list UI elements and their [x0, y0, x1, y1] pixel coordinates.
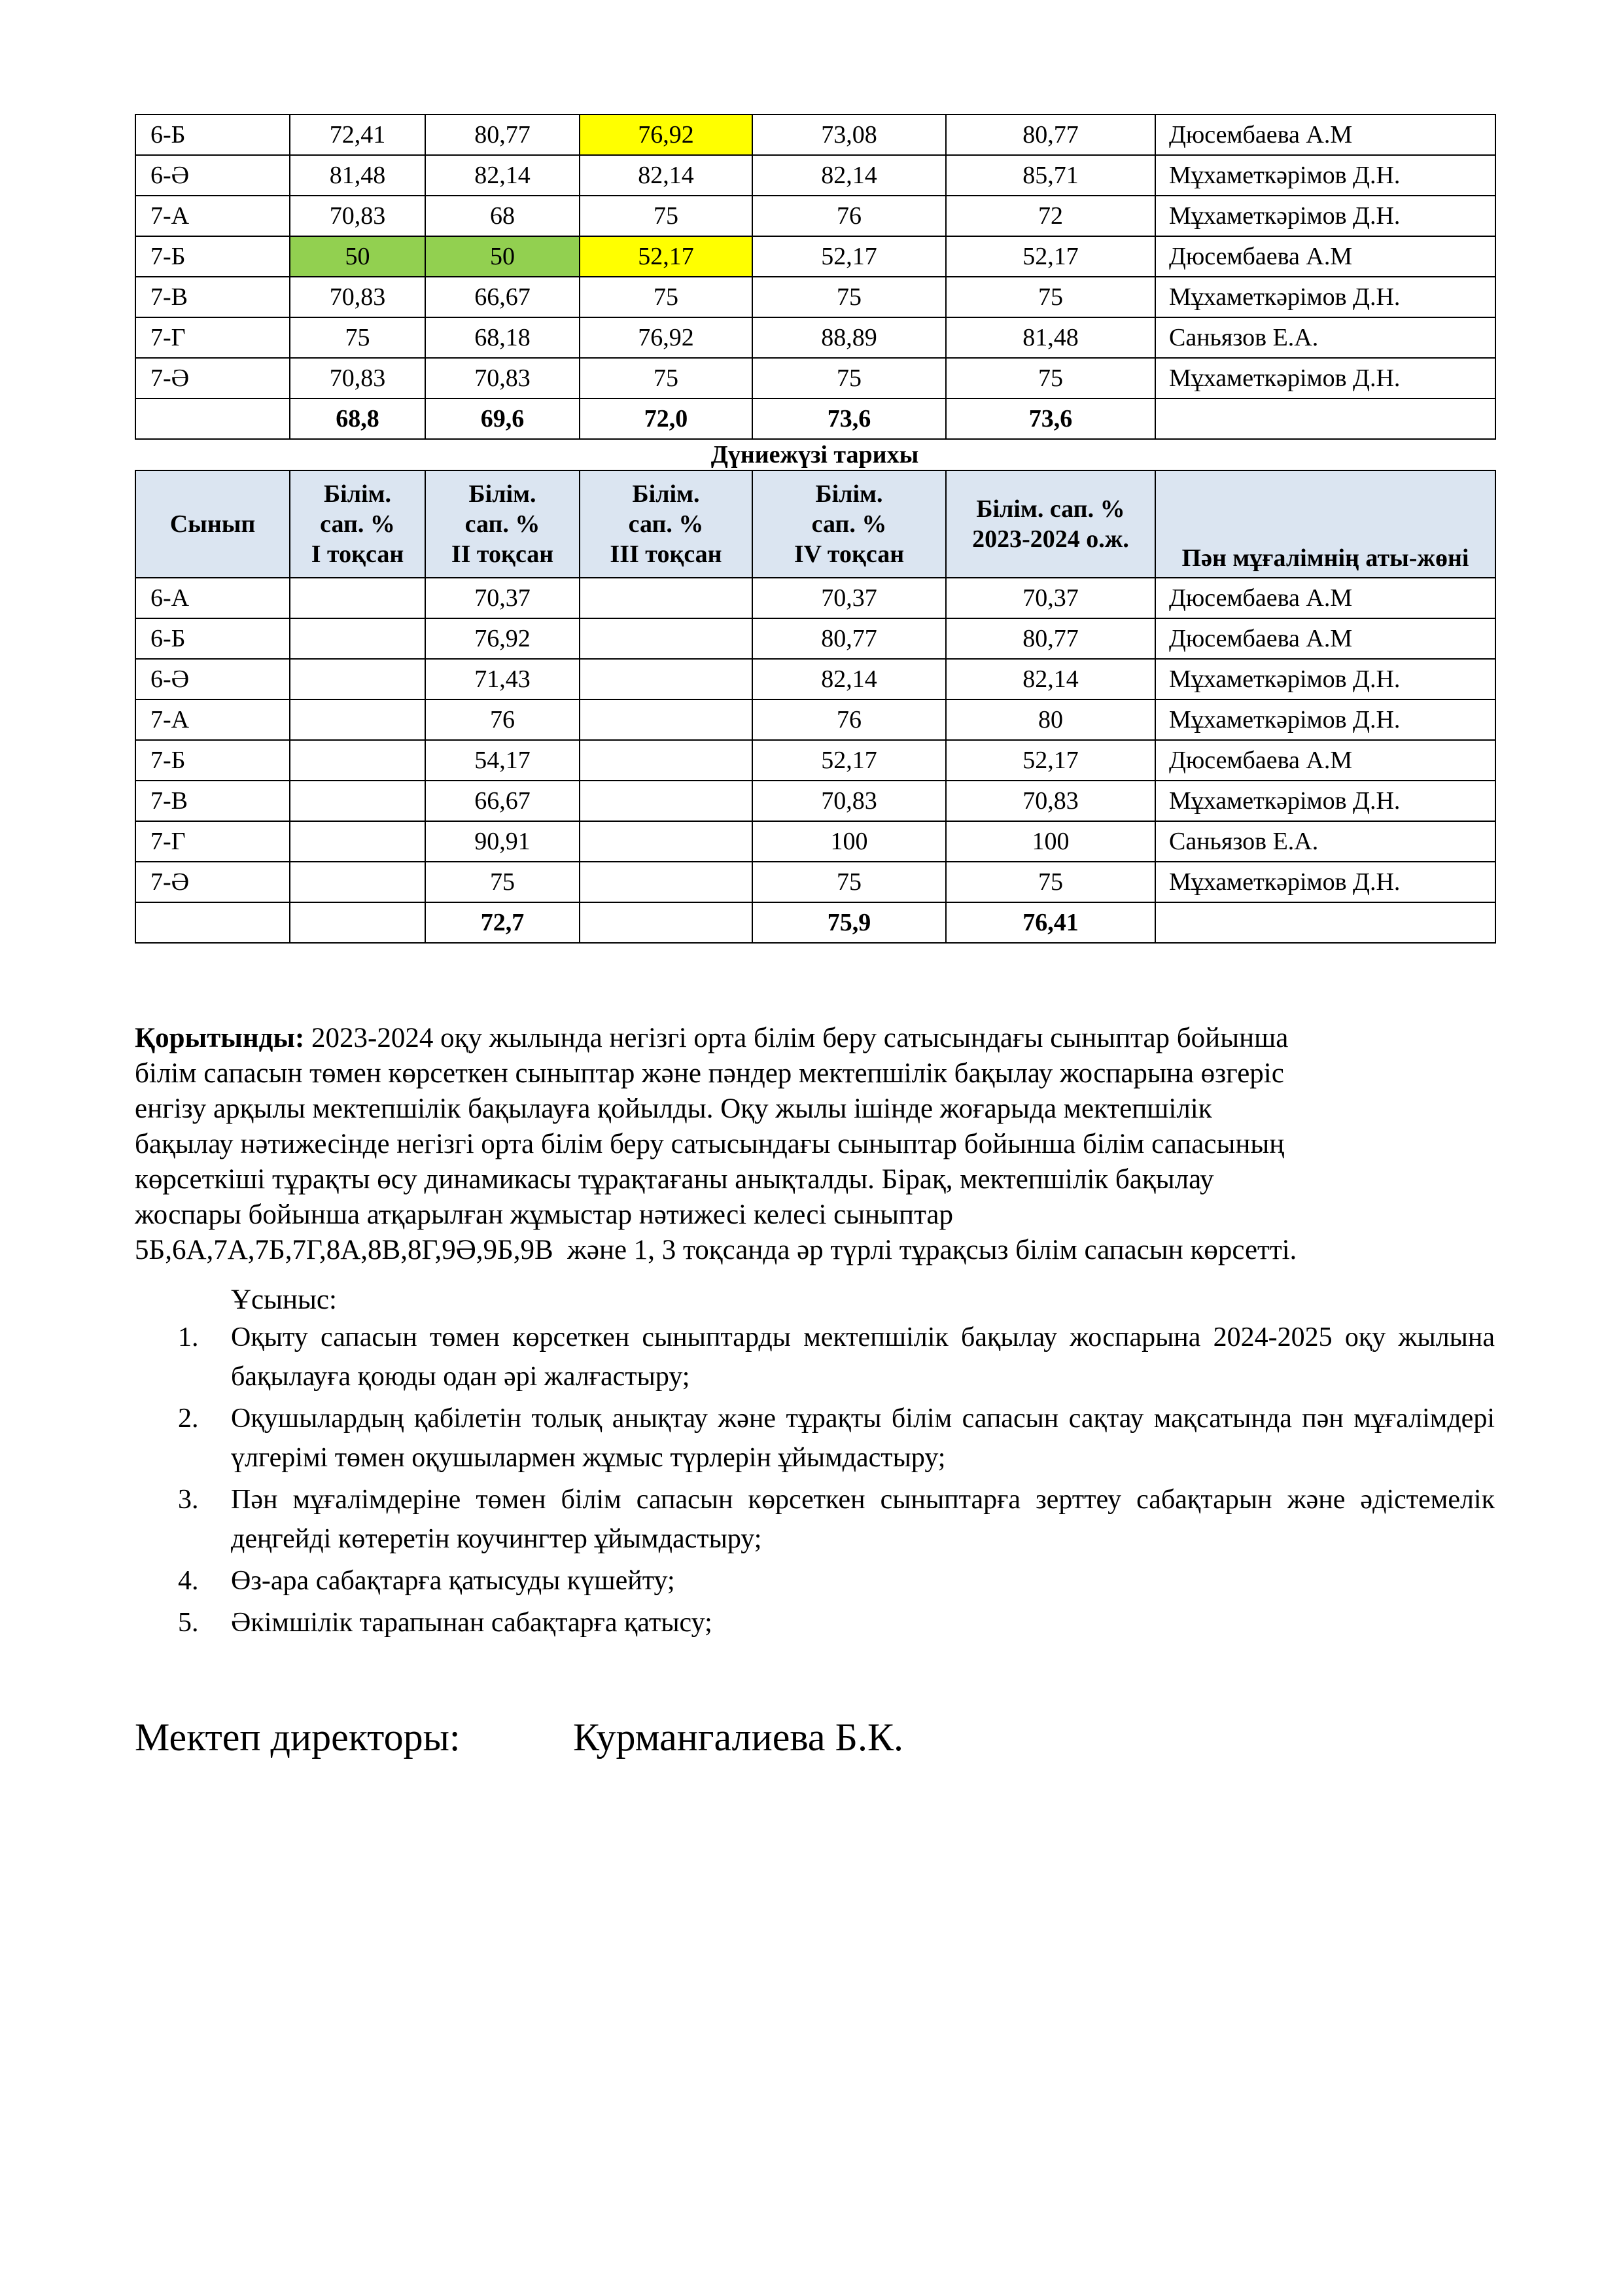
class-cell: 6-Б [135, 115, 290, 155]
year-cell: 80 [946, 699, 1155, 740]
q3-cell: 76,92 [580, 115, 752, 155]
conclusion-line: 5Б,6А,7А,7Б,7Г,8А,8В,8Г,9Ә,9Б,9В және 1, 3 тоқсанда әр түрлі тұрақсыз білім сапасын көрсетті. [135, 1235, 1297, 1265]
year-total: 76,41 [946, 902, 1155, 943]
conclusion-text: 2023-2024 оқу жылында негізгі орта білім беру сатысындағы сыныптар бойынша [304, 1023, 1289, 1053]
conclusion-paragraph [135, 1021, 1502, 1268]
q1-cell [290, 618, 425, 659]
recommendations-title: Ұсыныс: [231, 1284, 337, 1315]
table-row [135, 862, 1495, 902]
header-line: ІV тоқсан [794, 540, 905, 568]
item-number: 2. [178, 1404, 199, 1434]
year-cell: 80,77 [946, 115, 1155, 155]
year-cell: 75 [946, 277, 1155, 317]
list-item [178, 1399, 1495, 1477]
q2-cell: 70,37 [425, 578, 580, 618]
table-row [135, 740, 1495, 781]
table-row [135, 358, 1495, 398]
class-cell: 7-Ә [135, 862, 290, 902]
teacher-header: Пән мұғалімнің аты-жөні [1155, 470, 1495, 578]
q3-cell: 76,92 [580, 317, 752, 358]
conclusion-line: жоспары бойынша атқарылған жұмыстар нәтижесі келесі сыныптар [135, 1199, 953, 1230]
director-name: Курмангалиева Б.К. [573, 1716, 903, 1759]
year-cell: 72 [946, 196, 1155, 236]
q3-total [580, 902, 752, 943]
item-text: Өз-ара сабақтарға қатысуды күшейту; [231, 1566, 675, 1596]
q3-cell [580, 821, 752, 862]
teacher-cell: Мұхаметкәрімов Д.Н. [1155, 358, 1495, 398]
class-cell: 6-Ә [135, 659, 290, 699]
list-item [178, 1561, 1495, 1600]
table-row [135, 659, 1495, 699]
teacher-cell [1155, 398, 1495, 439]
teacher-cell: Дюсембаева А.М [1155, 618, 1495, 659]
table-row [135, 821, 1495, 862]
year-cell: 75 [946, 862, 1155, 902]
teacher-cell: Мұхаметкәрімов Д.Н. [1155, 659, 1495, 699]
q3-cell: 75 [580, 196, 752, 236]
item-number: 1. [178, 1322, 199, 1352]
item-text: Оқыту сапасын төмен көрсеткен сыныптарды мектепшілік бақылау жоспарына 2024-2025 оқу жылына бақылауға қоюды одан әрі жалғастыру; [231, 1322, 1495, 1392]
header-line: сап. % [811, 510, 887, 538]
teacher-cell: Мұхаметкәрімов Д.Н. [1155, 862, 1495, 902]
q2-cell: 90,91 [425, 821, 580, 862]
world-history-table [135, 470, 1496, 944]
teacher-cell: Саньязов Е.А. [1155, 317, 1495, 358]
signature-block [135, 1714, 903, 1760]
q2-cell: 75 [425, 862, 580, 902]
q4-cell: 82,14 [752, 155, 946, 196]
director-title: Мектеп директоры: [135, 1716, 461, 1759]
q2-cell: 70,83 [425, 358, 580, 398]
item-number: 4. [178, 1566, 199, 1596]
q3-cell [580, 578, 752, 618]
q1-cell [290, 862, 425, 902]
q2-cell: 71,43 [425, 659, 580, 699]
teacher-cell: Мұхаметкәрімов Д.Н. [1155, 699, 1495, 740]
q2-cell: 76,92 [425, 618, 580, 659]
class-cell: 7-Ә [135, 358, 290, 398]
list-item [178, 1318, 1495, 1396]
q2-cell: 82,14 [425, 155, 580, 196]
class-cell: 7-В [135, 781, 290, 821]
class-cell: 6-Ә [135, 155, 290, 196]
table-row [135, 196, 1495, 236]
q1-cell: 75 [290, 317, 425, 358]
q1-cell: 70,83 [290, 196, 425, 236]
q1-cell [290, 740, 425, 781]
class-header: Сынып [135, 470, 290, 578]
q3-cell: 75 [580, 358, 752, 398]
q1-cell [290, 699, 425, 740]
recommendations-list [178, 1318, 1495, 1642]
conclusion-line: бақылау нәтижесінде негізгі орта білім беру сатысындағы сыныптар бойынша білім сапасының [135, 1129, 1285, 1159]
q4-cell: 88,89 [752, 317, 946, 358]
q3-cell [580, 740, 752, 781]
q2-cell: 66,67 [425, 781, 580, 821]
item-text: Әкімшілік тарапынан сабақтарға қатысу; [231, 1608, 712, 1638]
q2-cell: 80,77 [425, 115, 580, 155]
table-row [135, 578, 1495, 618]
table-row [135, 781, 1495, 821]
header-line: Білім. [324, 480, 391, 508]
q4-cell: 70,37 [752, 578, 946, 618]
table-row [135, 115, 1495, 155]
q4-cell: 73,08 [752, 115, 946, 155]
header-line: Білім. [632, 480, 700, 508]
q2-cell: 68,18 [425, 317, 580, 358]
teacher-cell [1155, 902, 1495, 943]
table-row [135, 277, 1495, 317]
q1-cell [290, 578, 425, 618]
conclusion-line: көрсеткіші тұрақты өсу динамикасы тұрақтағаны анықталды. Бірақ, мектепшілік бақылау [135, 1164, 1214, 1195]
q4-cell: 75 [752, 358, 946, 398]
q1-cell [290, 821, 425, 862]
header-line: ІІ тоқсан [451, 540, 554, 568]
class-cell: 7-А [135, 699, 290, 740]
header-line: ІІІ тоқсан [610, 540, 722, 568]
q4-cell: 70,83 [752, 781, 946, 821]
header-line: 2023-2024 о.ж. [972, 525, 1129, 553]
year-cell: 52,17 [946, 236, 1155, 277]
header-line: сап. % [628, 510, 704, 538]
item-number: 5. [178, 1608, 199, 1638]
teacher-cell: Мұхаметкәрімов Д.Н. [1155, 196, 1495, 236]
header-line: сап. % [320, 510, 395, 538]
q3-header [580, 470, 752, 578]
class-cell: 7-Г [135, 317, 290, 358]
header-line: сап. % [464, 510, 540, 538]
grades-table-continued [135, 114, 1496, 440]
q3-cell: 82,14 [580, 155, 752, 196]
year-cell: 80,77 [946, 618, 1155, 659]
q4-cell: 100 [752, 821, 946, 862]
q2-cell: 54,17 [425, 740, 580, 781]
teacher-cell: Дюсембаева А.М [1155, 740, 1495, 781]
conclusion-line [135, 1021, 1502, 1056]
q4-cell: 76 [752, 196, 946, 236]
year-cell: 70,83 [946, 781, 1155, 821]
q4-cell: 76 [752, 699, 946, 740]
q1-cell: 70,83 [290, 277, 425, 317]
q1-cell [290, 659, 425, 699]
table-row [135, 236, 1495, 277]
q1-cell [290, 781, 425, 821]
q4-header [752, 470, 946, 578]
q3-cell [580, 699, 752, 740]
teacher-cell: Саньязов Е.А. [1155, 821, 1495, 862]
header-line: Білім. [468, 480, 536, 508]
year-cell: 82,14 [946, 659, 1155, 699]
year-header [946, 470, 1155, 578]
q4-total: 73,6 [752, 398, 946, 439]
header-line: Білім. сап. % [976, 495, 1125, 523]
q1-total: 68,8 [290, 398, 425, 439]
header-line: Білім. [815, 480, 883, 508]
conclusion-line: енгізу арқылы мектепшілік бақылауға қойылды. Оқу жылы ішінде жоғарыда мектепшілік [135, 1093, 1212, 1124]
table-row [135, 699, 1495, 740]
q4-total: 75,9 [752, 902, 946, 943]
q3-total: 72,0 [580, 398, 752, 439]
year-cell: 85,71 [946, 155, 1155, 196]
q4-cell: 52,17 [752, 740, 946, 781]
item-number: 3. [178, 1485, 199, 1515]
q1-cell: 72,41 [290, 115, 425, 155]
year-cell: 70,37 [946, 578, 1155, 618]
q4-cell: 75 [752, 862, 946, 902]
teacher-cell: Дюсембаева А.М [1155, 236, 1495, 277]
list-item [178, 1603, 1495, 1642]
class-cell [135, 902, 290, 943]
class-cell: 6-А [135, 578, 290, 618]
q1-header [290, 470, 425, 578]
q1-cell: 70,83 [290, 358, 425, 398]
class-cell: 6-Б [135, 618, 290, 659]
table-title: Дүниежүзі тарихы [710, 441, 919, 468]
header-line: І тоқсан [311, 540, 404, 568]
year-total: 73,6 [946, 398, 1155, 439]
q3-cell: 52,17 [580, 236, 752, 277]
q3-cell [580, 618, 752, 659]
conclusion-heading: Қорытынды: [135, 1023, 305, 1053]
table-row [135, 155, 1495, 196]
q4-cell: 75 [752, 277, 946, 317]
q2-total: 72,7 [425, 902, 580, 943]
year-cell: 81,48 [946, 317, 1155, 358]
list-item [178, 1480, 1495, 1559]
table-row [135, 317, 1495, 358]
item-text: Пән мұғалімдеріне төмен білім сапасын көрсеткен сыныптарға зерттеу сабақтарын және әдістемелік деңгейді көтеретін коучингтер ұйымдастыру; [231, 1485, 1495, 1554]
teacher-cell: Мұхаметкәрімов Д.Н. [1155, 277, 1495, 317]
table-row [135, 618, 1495, 659]
q3-cell [580, 862, 752, 902]
q2-cell: 50 [425, 236, 580, 277]
q3-cell [580, 659, 752, 699]
q4-cell: 82,14 [752, 659, 946, 699]
q3-cell [580, 781, 752, 821]
teacher-cell: Мұхаметкәрімов Д.Н. [1155, 781, 1495, 821]
q1-cell: 81,48 [290, 155, 425, 196]
teacher-cell: Мұхаметкәрімов Д.Н. [1155, 155, 1495, 196]
totals-row [135, 398, 1495, 439]
q3-cell: 75 [580, 277, 752, 317]
teacher-cell: Дюсембаева А.М [1155, 578, 1495, 618]
class-cell: 7-Б [135, 236, 290, 277]
year-cell: 100 [946, 821, 1155, 862]
class-cell [135, 398, 290, 439]
q4-cell: 80,77 [752, 618, 946, 659]
conclusion-line: білім сапасын төмен көрсеткен сыныптар және пәндер мектепшілік бақылау жоспарына өзгеріс [135, 1058, 1284, 1089]
year-cell: 75 [946, 358, 1155, 398]
q2-cell: 66,67 [425, 277, 580, 317]
class-cell: 7-А [135, 196, 290, 236]
class-cell: 7-Б [135, 740, 290, 781]
item-text: Оқушылардың қабілетін толық анықтау және тұрақты білім сапасын сақтау мақсатында пән мұғалімдері үлгерімі төмен оқушылармен жұмыс түрлерін ұйымдастыру; [231, 1404, 1495, 1473]
q2-total: 69,6 [425, 398, 580, 439]
q4-cell: 52,17 [752, 236, 946, 277]
q2-cell: 76 [425, 699, 580, 740]
totals-row [135, 902, 1495, 943]
class-cell: 7-Г [135, 821, 290, 862]
q1-total [290, 902, 425, 943]
teacher-cell: Дюсембаева А.М [1155, 115, 1495, 155]
q1-cell: 50 [290, 236, 425, 277]
class-cell: 7-В [135, 277, 290, 317]
q2-header [425, 470, 580, 578]
year-cell: 52,17 [946, 740, 1155, 781]
q2-cell: 68 [425, 196, 580, 236]
table-header [135, 470, 1495, 578]
